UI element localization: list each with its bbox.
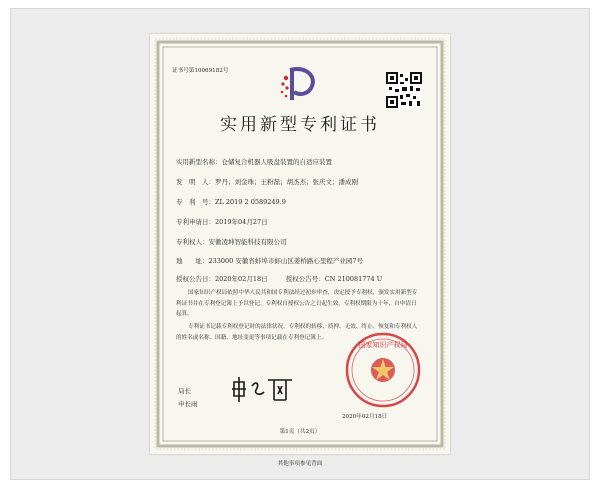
seal-text: 国家知识产权局	[358, 341, 408, 349]
label-text: 授权公告号：	[285, 275, 325, 283]
patent-number: ZL 2019 2 0589249.9	[215, 198, 286, 206]
certificate-number: 证书号第10069182号	[172, 68, 229, 74]
seal-date: 2020年02月18日	[342, 414, 388, 420]
patent-number-row	[176, 197, 286, 206]
label-text: 专 利 号：	[176, 198, 215, 206]
inventor-row	[176, 177, 358, 186]
certificate-title: 实用新型专利证书	[220, 115, 380, 135]
page-number: 第1页（共2页）	[279, 429, 321, 435]
label-text: 实用新型名称：	[176, 158, 222, 166]
label-text: 发 明 人：	[176, 178, 215, 186]
label-text: 地 址：	[176, 257, 209, 265]
label-text: 专利权人：	[176, 238, 209, 246]
footer-note: 其他事项参见背面	[277, 461, 323, 467]
label-text: 授权公告日：	[176, 275, 215, 283]
utility-model-name-label	[176, 157, 332, 166]
director-name: 申长雨	[178, 400, 198, 408]
patent-holder: 安徽凌坤智能科技有限公司	[208, 238, 287, 246]
label-text: 专利申请日：	[176, 218, 215, 226]
certificate-body-paragraph-1: 国家知识产权局依照中华人民共和国专利法经过初步审查，决定授予专利权，颁发实用新型专利证书并在专利登记簿上予以登记。专利权自授权公告之日起生效。专利权期限为十年，自申请日起算。	[176, 290, 418, 317]
official-seal	[343, 330, 423, 410]
patent-certificate	[150, 34, 450, 454]
filing-date-row	[176, 217, 268, 226]
patent-holder-row	[176, 237, 287, 246]
qr-code	[386, 72, 422, 108]
utility-model-name: 仓储复合机器人吸盘装置的自适应装置	[221, 158, 332, 166]
filing-date: 2019年04月27日	[215, 218, 268, 226]
address: 233000 安徽省蚌埠市蚌山区姜桥路心里程产业园7号	[208, 257, 364, 265]
address-row	[176, 256, 363, 265]
director-title: 局长	[178, 387, 191, 395]
certificate-body-paragraph-2: 专利证书记载专利权登记时的法律状况。专利权的转移、质押、无效、终止、恢复和专利权人的姓名或名称、国籍、地址变更等事项记载在专利登记簿上。	[176, 324, 418, 341]
grant-row	[176, 274, 382, 283]
cnipa-logo	[278, 64, 320, 104]
inventor-names: 罗丹；刘金珠；王粉磊；胡杰杰；张庆文；潘成刚	[215, 178, 358, 186]
grant-date: 2020年02月18日	[215, 275, 268, 283]
grant-number: CN 210081774 U	[324, 275, 383, 283]
director-signature	[230, 374, 294, 404]
